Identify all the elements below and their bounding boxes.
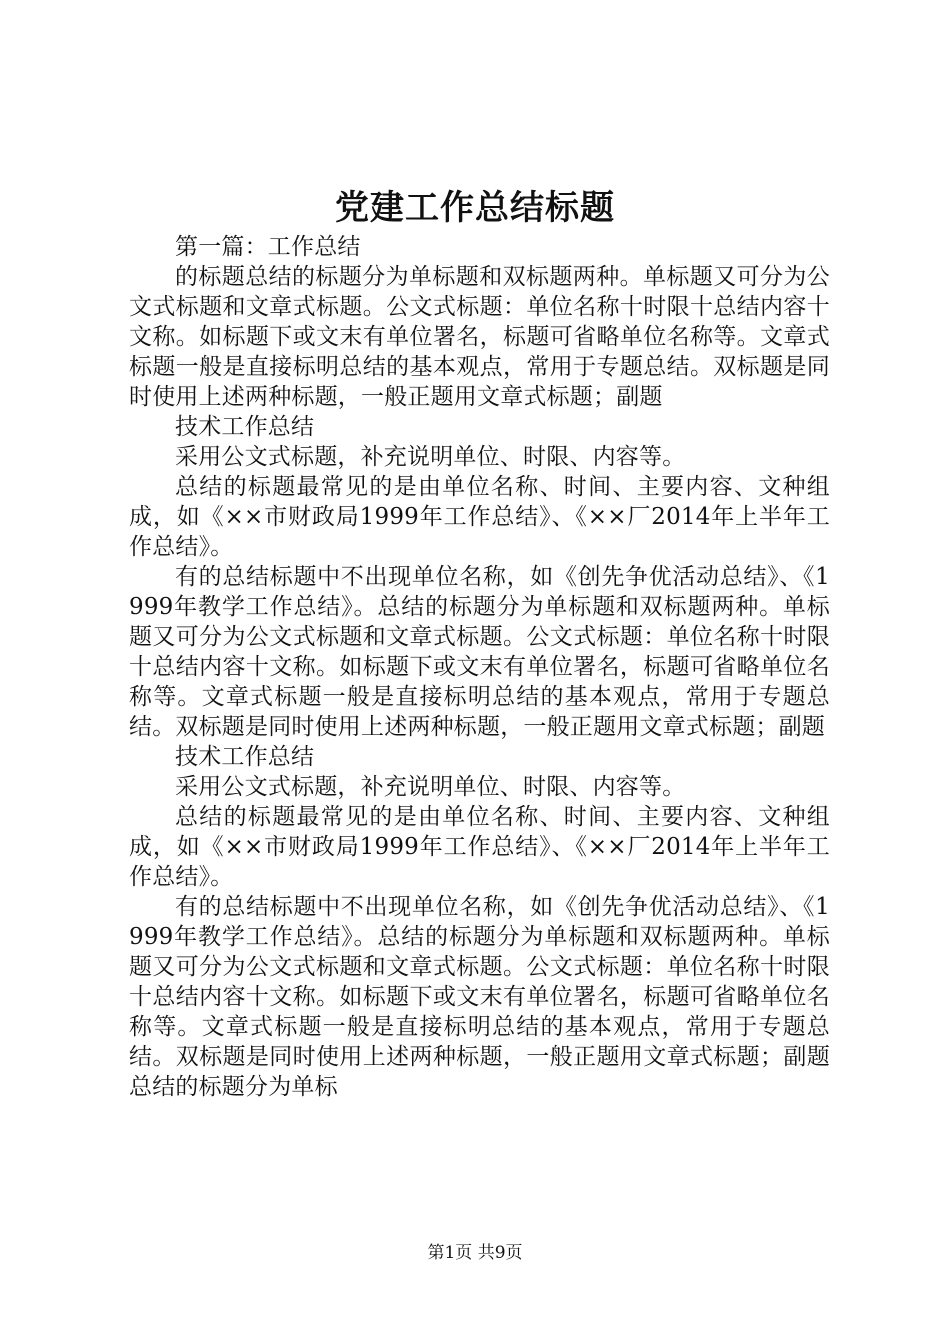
document-title: 党建工作总结标题 bbox=[335, 188, 615, 228]
paragraph: 技术工作总结 bbox=[175, 414, 315, 440]
page-number-footer: 第1页 共9页 bbox=[427, 1243, 523, 1263]
paragraph: 的标题总结的标题分为单标题和双标题两种。单标题又可分为公文式标题和文章式标题。公文式标题：单位名称十时限十总结内容十文称。如标题下或文末有单位署名，标题可省略单位名称等。文章式标题一般是直接标明总结的基本观点，常用于专题总结。双标题是同时使用上述两种标题，一般正题用文章式标题；副题 bbox=[129, 264, 830, 410]
paragraph: 采用公文式标题，补充说明单位、时限、内容等。 bbox=[175, 444, 686, 470]
paragraph: 总结的标题最常见的是由单位名称、时间、主要内容、文种组成，如《××市财政局1999年工作总结》、《××厂2014年上半年工作总结》。 bbox=[129, 804, 830, 890]
paragraph: 技术工作总结 bbox=[175, 744, 315, 770]
paragraph: 采用公文式标题，补充说明单位、时限、内容等。 bbox=[175, 774, 686, 800]
paragraph: 有的总结标题中不出现单位名称，如《创先争优活动总结》、《1999年教学工作总结》。总结的标题分为单标题和双标题两种。单标题又可分为公文式标题和文章式标题。公文式标题：单位名称十时限十总结内容十文称。如标题下或文末有单位署名，标题可省略单位名称等。文章式标题一般是直接标明总结的基本观点，常用于专题总结。双标题是同时使用上述两种标题，一般正题用文章式标题；副题 bbox=[129, 564, 830, 740]
paragraph: 有的总结标题中不出现单位名称，如《创先争优活动总结》、《1999年教学工作总结》。总结的标题分为单标题和双标题两种。单标题又可分为公文式标题和文章式标题。公文式标题：单位名称十时限十总结内容十文称。如标题下或文末有单位署名，标题可省略单位名称等。文章式标题一般是直接标明总结的基本观点，常用于专题总结。双标题是同时使用上述两种标题，一般正题用文章式标题；副题总结的标题分为单标 bbox=[129, 894, 830, 1100]
paragraph: 总结的标题最常见的是由单位名称、时间、主要内容、文种组成，如《××市财政局1999年工作总结》、《××厂2014年上半年工作总结》。 bbox=[129, 474, 830, 560]
document-body bbox=[129, 232, 830, 1102]
paragraph: 第一篇：工作总结 bbox=[175, 234, 361, 260]
